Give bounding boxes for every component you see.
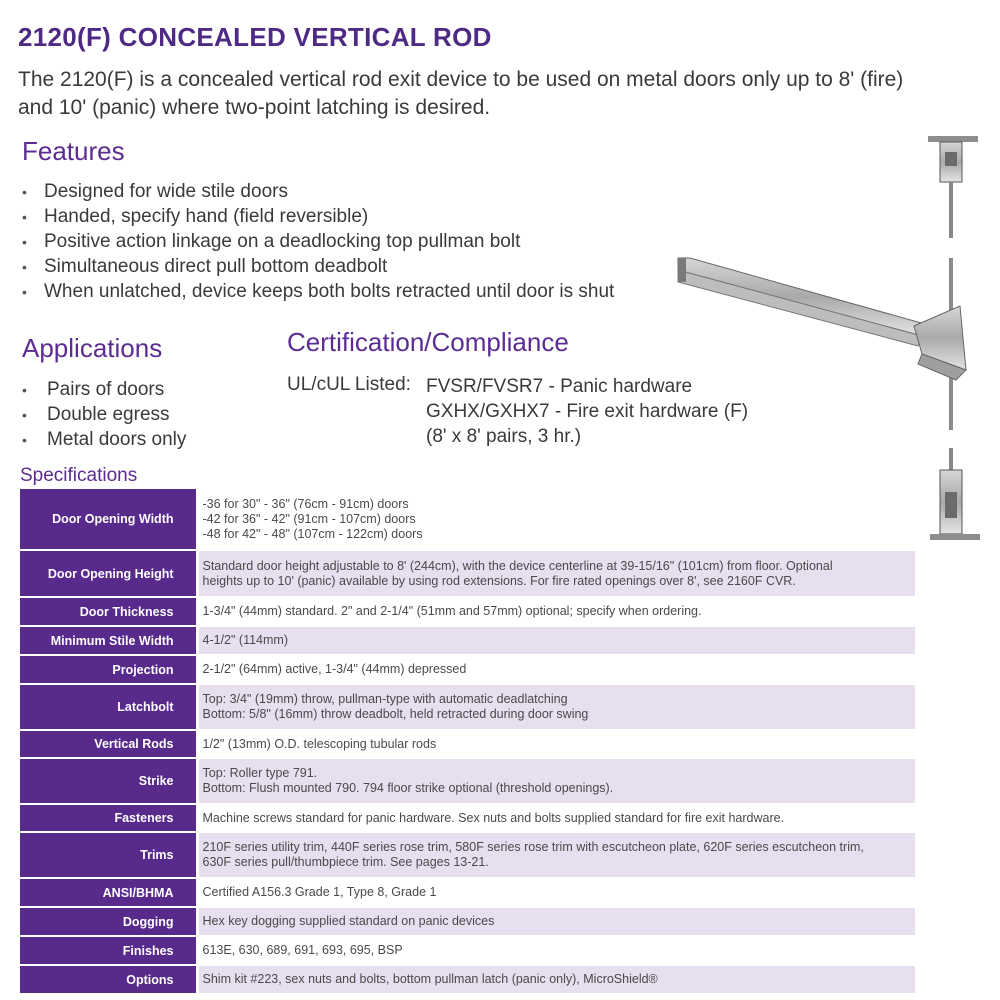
spec-line: 613E, 630, 689, 691, 693, 695, BSP xyxy=(202,943,403,957)
list-item xyxy=(22,279,614,304)
feature-text: When unlatched, device keeps both bolts retracted until door is shut xyxy=(44,280,615,302)
spec-line: Certified A156.3 Grade 1, Type 8, Grade 1 xyxy=(202,885,437,899)
spec-value xyxy=(197,655,915,684)
spec-value xyxy=(197,550,915,597)
list-item xyxy=(22,427,186,452)
spec-line: Top: 3/4" (19mm) throw, pullman-type with automatic deadlatching xyxy=(202,692,568,706)
list-item xyxy=(22,377,186,402)
spec-value xyxy=(197,878,915,907)
spec-line: Bottom: Flush mounted 790. 794 floor strike optional (threshold openings). xyxy=(202,781,614,795)
spec-value xyxy=(197,936,915,965)
spec-line: -42 for 36" - 42" (91cm - 107cm) doors xyxy=(202,511,416,526)
spec-value xyxy=(197,965,915,994)
table-row xyxy=(20,655,915,684)
spec-label: Finishes xyxy=(20,936,197,965)
table-row xyxy=(20,804,915,832)
table-row xyxy=(20,626,915,655)
spec-line: 4-1/2" (114mm) xyxy=(202,633,288,647)
table-row xyxy=(20,597,915,626)
specifications-table xyxy=(20,489,915,995)
features-list xyxy=(22,180,614,304)
spec-label: Latchbolt xyxy=(20,684,197,730)
spec-value xyxy=(197,832,915,878)
application-text: Double egress xyxy=(47,403,170,425)
bullet-icon: • xyxy=(22,258,27,275)
table-row xyxy=(20,907,915,936)
intro-line: The 2120(F) is a concealed vertical rod exit device to be used on metal doors only up to 8' (fire) xyxy=(18,68,904,91)
table-row xyxy=(20,730,915,758)
spec-label: Options xyxy=(20,965,197,994)
table-row xyxy=(20,832,915,878)
spec-label: Door Opening Width xyxy=(20,489,197,550)
spec-line: 1-3/4" (44mm) standard. 2" and 2-1/4" (51mm and 57mm) optional; specify when ordering. xyxy=(202,604,702,618)
certification-label: UL/cUL Listed: xyxy=(287,374,411,395)
bullet-icon: • xyxy=(22,184,27,201)
spec-line: 2-1/2" (64mm) active, 1-3/4" (44mm) depressed xyxy=(202,662,467,676)
spec-value xyxy=(197,907,915,936)
spec-line: heights up to 10' (panic) available by using rod extensions. For fire rated openings over 8', see 2160F CVR. xyxy=(202,573,796,588)
spec-label: Strike xyxy=(20,758,197,804)
spec-value xyxy=(197,730,915,758)
feature-text: Positive action linkage on a deadlocking top pullman bolt xyxy=(44,230,521,252)
spec-line: -48 for 42" - 48" (107cm - 122cm) doors xyxy=(202,526,423,541)
spec-line: 210F series utility trim, 440F series rose trim, 580F series rose trim with escutcheon plate, 620F series escutcheon trim, xyxy=(202,840,864,854)
spec-value xyxy=(197,489,915,550)
spec-label: Door Opening Height xyxy=(20,550,197,597)
spec-line: Machine screws standard for panic hardware. Sex nuts and bolts supplied standard for fire exit hardware. xyxy=(202,810,785,825)
table-row xyxy=(20,489,915,550)
application-text: Pairs of doors xyxy=(47,378,165,400)
bullet-icon: • xyxy=(22,233,27,250)
feature-text: Simultaneous direct pull bottom deadbolt xyxy=(44,255,388,277)
list-item xyxy=(22,254,614,279)
table-row xyxy=(20,965,915,994)
spec-line: -36 for 30" - 36" (76cm - 91cm) doors xyxy=(202,496,409,511)
intro-paragraph xyxy=(18,66,993,122)
spec-label: Dogging xyxy=(20,907,197,936)
spec-value xyxy=(197,597,915,626)
spec-label: Projection xyxy=(20,655,197,684)
list-item xyxy=(22,205,614,230)
spec-line: 630F series pull/thumbpiece trim. See pages 13-21. xyxy=(202,855,489,869)
spec-line: Top: Roller type 791. xyxy=(202,766,318,780)
spec-line: 1/2" (13mm) O.D. telescoping tubular rods xyxy=(202,736,437,751)
spec-line: Hex key dogging supplied standard on panic devices xyxy=(202,914,495,928)
applications-list xyxy=(22,377,186,452)
spec-value xyxy=(197,758,915,804)
list-item xyxy=(22,402,186,427)
spec-line: Shim kit #223, sex nuts and bolts, bottom pullman latch (panic only), MicroShield® xyxy=(202,972,658,986)
certification-line: FVSR/FVSR7 - Panic hardware xyxy=(426,376,693,397)
bullet-icon: • xyxy=(22,431,27,448)
top-latch-icon xyxy=(928,136,978,238)
feature-text: Handed, specify hand (field reversible) xyxy=(44,206,369,228)
certification-line: (8' x 8' pairs, 3 hr.) xyxy=(426,426,582,447)
features-heading: Features xyxy=(22,136,125,166)
list-item xyxy=(22,230,614,255)
certification-line: GXHX/GXHX7 - Fire exit hardware (F) xyxy=(426,401,749,422)
bottom-latch-icon xyxy=(930,448,980,540)
bullet-icon: • xyxy=(22,381,27,398)
certification-heading: Certification/Compliance xyxy=(287,327,569,357)
application-text: Metal doors only xyxy=(47,428,187,450)
table-row xyxy=(20,878,915,907)
table-row xyxy=(20,550,915,597)
spec-label: Fasteners xyxy=(20,804,197,832)
specifications-heading: Specifications xyxy=(20,465,138,486)
table-row xyxy=(20,684,915,730)
bullet-icon: • xyxy=(22,406,27,423)
spec-value xyxy=(197,684,915,730)
spec-label: Trims xyxy=(20,832,197,878)
spec-line: Standard door height adjustable to 8' (244cm), with the device centerline at 39-15/16" (101cm) from floor. Optional xyxy=(202,558,833,573)
spec-value xyxy=(197,626,915,655)
list-item xyxy=(22,180,614,205)
feature-text: Designed for wide stile doors xyxy=(44,181,288,203)
spec-line: Bottom: 5/8" (16mm) throw deadbolt, held retracted during door swing xyxy=(202,707,589,721)
spec-label: Vertical Rods xyxy=(20,730,197,758)
table-row xyxy=(20,936,915,965)
bullet-icon: • xyxy=(22,283,27,300)
push-bar-icon xyxy=(678,258,966,380)
intro-line: and 10' (panic) where two-point latching is desired. xyxy=(18,96,491,119)
spec-label: Door Thickness xyxy=(20,597,197,626)
spec-value xyxy=(197,804,915,832)
spec-label: Minimum Stile Width xyxy=(20,626,197,655)
bullet-icon: • xyxy=(22,209,27,226)
applications-heading: Applications xyxy=(22,333,163,363)
table-row xyxy=(20,758,915,804)
spec-label: ANSI/BHMA xyxy=(20,878,197,907)
page-title: 2120(F) CONCEALED VERTICAL ROD xyxy=(18,22,492,52)
